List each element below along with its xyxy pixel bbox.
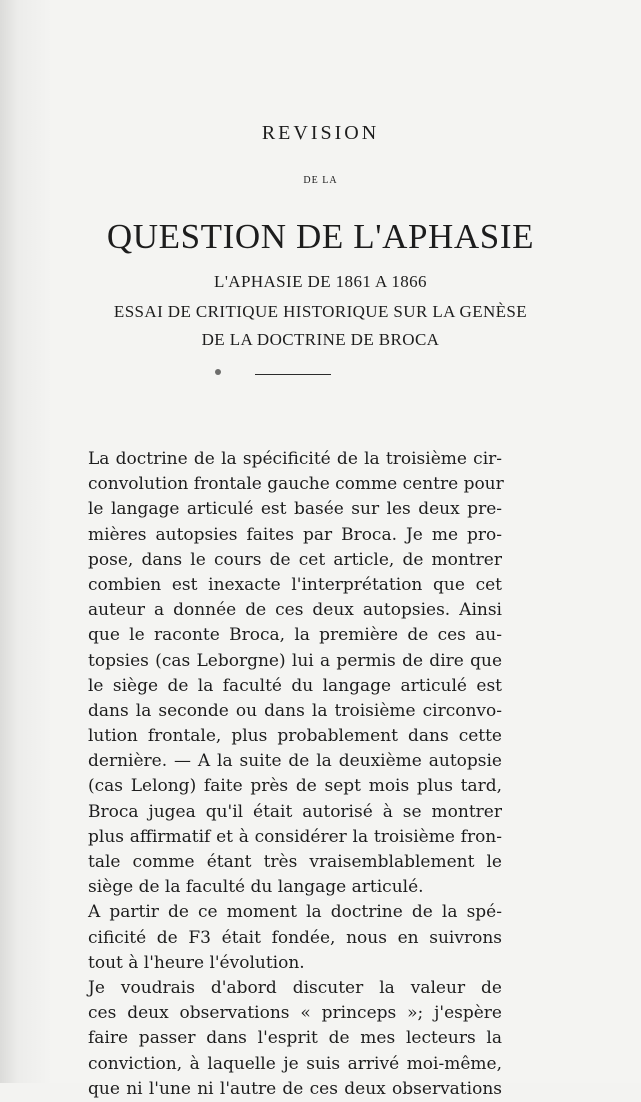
body-line-6: combien est inexacte l'interprétation que cet [88, 574, 502, 595]
body-line-11: dans la seconde ou dans la troisième circonvo- [88, 700, 502, 721]
body-line-26: que ni l'une ni l'autre de ces deux observations [88, 1078, 502, 1099]
body-line-4: mières autopsies faites par Broca. Je me pro- [88, 524, 502, 545]
body-line-12: lution frontale, plus probablement dans cette [88, 726, 502, 747]
subtitle-line-3: DE LA DOCTRINE DE BROCA [201, 330, 440, 349]
body-line-24: faire passer dans l'esprit de mes lecteurs la [88, 1028, 502, 1049]
body-line-5: pose, dans le cours de cet article, de montrer [88, 549, 502, 570]
section-rule [255, 374, 331, 375]
body-line-23: ces deux observations « princeps »; j'espère [88, 1003, 502, 1024]
body-line-2: convolution frontale gauche comme centre pour [88, 474, 504, 495]
body-line-9: topsies (cas Leborgne) lui a permis de dire que [88, 650, 502, 671]
body-line-8: que le raconte Broca, la première de ces au- [88, 625, 502, 646]
body-line-25: conviction, à laquelle je suis arrivé moi-même, [88, 1053, 502, 1074]
body-line-14: (cas Lelong) faite près de sept mois plus tard, [88, 776, 502, 797]
title-revision: REVISION [261, 122, 380, 144]
title-de-la: DE LA [303, 175, 338, 186]
body-line-22: Je voudrais d'abord discuter la valeur de [88, 977, 502, 998]
body-line-10: le siège de la faculté du langage articulé est [88, 675, 502, 696]
body-line-1: La doctrine de la spécificité de la troisième cir- [88, 449, 502, 469]
body-line-13: dernière. — A la suite de la deuxième autopsie [88, 751, 502, 772]
body-line-17: tale comme étant très vraisemblablement le [88, 852, 502, 872]
body-line-3: le langage articulé est basée sur les deux pre- [88, 499, 502, 520]
binding-shadow [0, 0, 52, 1083]
subtitle-line-2: ESSAI DE CRITIQUE HISTORIQUE SUR LA GENÈSE [113, 302, 528, 321]
body-line-18: siège de la faculté du langage articulé. [88, 877, 424, 898]
body-line-19: A partir de ce moment la doctrine de la spé- [88, 902, 502, 923]
body-line-21: tout à l'heure l'évolution. [88, 952, 305, 973]
body-line-7: auteur a donnée de ces deux autopsies. Ainsi [88, 600, 502, 621]
ink-dot [215, 369, 221, 375]
body-line-16: plus affirmatif et à considérer la troisième fron- [88, 826, 502, 847]
main-title: QUESTION DE L'APHASIE [106, 217, 535, 256]
body-line-15: Broca jugea qu'il était autorisé à se montrer [88, 801, 502, 822]
body-line-20: cificité de F3 était fondée, nous en suivrons [88, 927, 502, 948]
subtitle-line-1: L'APHASIE DE 1861 A 1866 [214, 272, 427, 291]
article-body [88, 447, 502, 1102]
